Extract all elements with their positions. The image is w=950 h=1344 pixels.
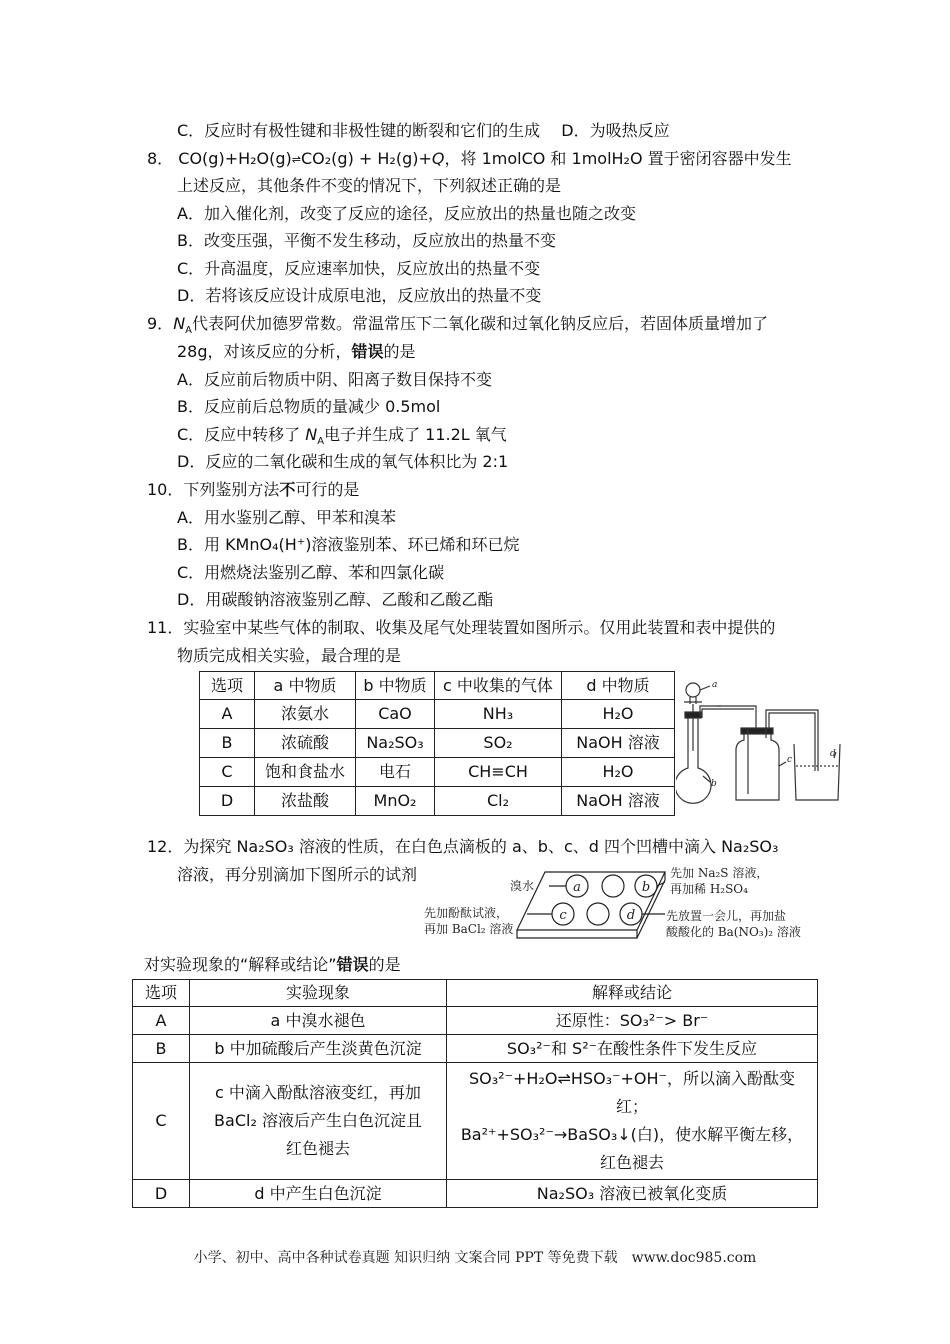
cell: d 中产生白色沉淀 xyxy=(190,1180,447,1208)
q9-optc-na-sub: A xyxy=(317,436,325,448)
table-row xyxy=(200,700,675,729)
q8-stem-line2: 上述反应，其他条件不变的情况下，下列叙述正确的是 xyxy=(177,176,562,195)
cell: Na₂SO₃ xyxy=(356,729,435,758)
q9-na-sub: A xyxy=(185,325,192,337)
cell: b 中加硫酸后产生淡黄色沉淀 xyxy=(190,1035,447,1063)
cell: H₂O xyxy=(562,758,675,787)
bottle-c-icon xyxy=(736,734,779,800)
cell: SO₂ xyxy=(435,729,562,758)
q8-number: 8． xyxy=(147,149,174,168)
cell: 浓氨水 xyxy=(255,700,356,729)
table-header-row xyxy=(200,672,675,700)
q10-option-b: B．用 KMnO₄(H⁺)溶液鉴别苯、环已烯和环已烷 xyxy=(177,535,520,554)
cell: Na₂SO₃ 溶液已被氧化变质 xyxy=(447,1180,818,1208)
apparatus-label-c: c xyxy=(787,755,793,765)
q9-line2-pre: 28g，对该反应的分析， xyxy=(177,342,352,361)
cell: CH≡CH xyxy=(435,758,562,787)
label-bromine-water: 溴水 xyxy=(510,879,535,893)
q9-option-c xyxy=(177,424,507,453)
q9-line1: 代表阿伏加德罗常数。常温常压下二氧化碳和过氧化钠反应后，若固体质量增加了 xyxy=(192,314,769,333)
q12-line1: 为探究 Na₂SO₃ 溶液的性质，在白色点滴板的 a、b、c、d 四个凹槽中滴入 Na₂SO₃ xyxy=(183,837,779,856)
q9-line2-bold: 错误 xyxy=(351,342,384,361)
table-row xyxy=(133,1180,818,1208)
q10-post: 可行的是 xyxy=(295,480,360,499)
q9-stem-line2 xyxy=(177,341,416,363)
q11-stem-line2: 物质完成相关实验，最合理的是 xyxy=(177,646,402,665)
apparatus-label-b: b xyxy=(711,779,717,789)
q10-bold: 不 xyxy=(279,480,296,499)
q8-q-var: Q xyxy=(431,149,445,168)
q9-number: 9． xyxy=(147,314,174,333)
q9-option-b: B．反应前后总物质的量减少 0.5mol xyxy=(177,397,441,416)
q12-intro-pre: 对实验现象的“解释或结论” xyxy=(144,955,337,974)
q12-intro-post: 的是 xyxy=(368,955,401,974)
cell: NaOH 溶液 xyxy=(562,787,675,816)
cell: H₂O xyxy=(562,700,675,729)
q7-option-cd: C．反应时有极性键和非极性键的断裂和它们的生成 D．为吸热反应 xyxy=(177,121,670,140)
table-row xyxy=(200,787,675,816)
q10-option-c: C．用燃烧法鉴别乙醇、苯和四氯化碳 xyxy=(177,563,445,582)
cell: 饱和食盐水 xyxy=(255,758,356,787)
q12-intro-bold: 错误 xyxy=(336,955,369,974)
q9-optc-na: N xyxy=(305,425,318,444)
cell: c 中滴入酚酞溶液变红，再加 BaCl₂ 溶液后产生白色沉淀且红色褪去 xyxy=(190,1063,447,1180)
q8-option-c: C．升高温度，反应速率加快，反应放出的热量不变 xyxy=(177,259,541,278)
q11-table xyxy=(199,671,675,816)
cell: NH₃ xyxy=(435,700,562,729)
q9-na: N xyxy=(173,314,186,333)
cell: 还原性：SO₃²⁻> Br⁻ xyxy=(447,1007,818,1035)
gas-apparatus-diagram xyxy=(676,676,841,814)
cell: 浓盐酸 xyxy=(255,787,356,816)
table-row xyxy=(133,1035,818,1063)
spot-plate-diagram xyxy=(515,868,667,940)
cell-explanation-c xyxy=(447,1063,818,1180)
q12-table xyxy=(132,979,818,1208)
well-label-c: c xyxy=(559,908,567,923)
expl-c-part2: Ba²⁺+SO₃²⁻→BaSO₃↓(白)，使水解平衡左移，红色褪去 xyxy=(460,1125,804,1172)
cell: 浓硫酸 xyxy=(255,729,356,758)
q9-optc-pre: C．反应中转移了 xyxy=(177,425,306,444)
q12-intro xyxy=(144,954,401,976)
cell: CaO xyxy=(356,700,435,729)
table-header-row xyxy=(133,980,818,1007)
th-b: b 中物质 xyxy=(356,672,435,700)
th-a: a 中物质 xyxy=(255,672,356,700)
th-option: 选项 xyxy=(133,980,190,1007)
q11-number: 11． xyxy=(147,618,184,637)
q8-stem-tail: ，将 1molCO 和 1molH₂O 置于密闭容器中发生 xyxy=(444,149,792,168)
th-explanation: 解释或结论 xyxy=(447,980,818,1007)
th-phenomenon: 实验现象 xyxy=(190,980,447,1007)
q9-optc-post: 电子并生成了 11.2L 氧气 xyxy=(324,425,507,444)
q8-eq-right: CO₂(g) + H₂(g)+ xyxy=(301,149,432,168)
q8-eq-left: CO(g)+H₂O(g) xyxy=(178,149,292,168)
cell: 电石 xyxy=(356,758,435,787)
th-option: 选项 xyxy=(200,672,255,700)
cell: D xyxy=(200,787,255,816)
cell: a 中溴水褪色 xyxy=(190,1007,447,1035)
label-c-line2: 再加 BaCl₂ 溶液 xyxy=(424,922,514,936)
cell: C xyxy=(133,1063,190,1180)
cell: Cl₂ xyxy=(435,787,562,816)
cell: B xyxy=(200,729,255,758)
th-d: d 中物质 xyxy=(562,672,675,700)
apparatus-label-d: d xyxy=(830,749,836,759)
q10-option-a: A．用水鉴别乙醇、甲苯和溴苯 xyxy=(177,508,396,527)
q9-line2-post: 的是 xyxy=(383,342,416,361)
q12-stem-line2: 溶液，再分别滴加下图所示的试剂 xyxy=(177,865,418,884)
apparatus-label-a: a xyxy=(712,680,718,690)
q9-option-a: A．反应前后物质中阴、阳离子数目保持不变 xyxy=(177,370,492,389)
cell: A xyxy=(133,1007,190,1035)
table-row xyxy=(200,758,675,787)
page-footer: 小学、初中、高中各种试卷真题 知识归纳 文案合同 PPT 等免费下载 www.doc985.com xyxy=(193,1250,757,1266)
equilibrium-arrow-icon: ⇌ xyxy=(291,153,301,166)
label-b-line2: 再加稀 H₂SO₄ xyxy=(670,882,748,896)
q9-stem xyxy=(147,313,768,342)
q8-stem xyxy=(147,148,792,170)
cell: NaOH 溶液 xyxy=(562,729,675,758)
label-d-line1: 先放置一会儿，再加盐 xyxy=(666,909,787,923)
table-row xyxy=(133,1063,818,1180)
label-c-line1: 先加酚酞试液， xyxy=(424,906,509,920)
table-row xyxy=(133,1007,818,1035)
cell: MnO₂ xyxy=(356,787,435,816)
q10-option-d: D．用碳酸钠溶液鉴别乙醇、乙酸和乙酸乙酯 xyxy=(177,590,494,609)
q12-number: 12． xyxy=(147,837,184,856)
cell: B xyxy=(133,1035,190,1063)
label-d-line2: 酸酸化的 Ba(NO₃)₂ 溶液 xyxy=(666,925,801,939)
q10-stem xyxy=(147,479,359,501)
q11-stem xyxy=(147,617,775,639)
cell: D xyxy=(133,1180,190,1208)
table-row xyxy=(200,729,675,758)
th-c: c 中收集的气体 xyxy=(435,672,562,700)
cell: C xyxy=(200,758,255,787)
cell: SO₃²⁻和 S²⁻在酸性条件下发生反应 xyxy=(447,1035,818,1063)
q10-pre: 下列鉴别方法 xyxy=(183,480,280,499)
q12-stem xyxy=(147,836,778,858)
expl-c-part1: SO₃²⁻+H₂O⇌HSO₃⁻+OH⁻，所以滴入酚酞变红； xyxy=(469,1069,795,1116)
well-label-d: d xyxy=(626,908,636,923)
q8-option-d: D．若将该反应设计成原电池，反应放出的热量不变 xyxy=(177,286,542,305)
well-label-b: b xyxy=(641,880,651,895)
funnel-a-icon xyxy=(686,683,700,697)
cell: A xyxy=(200,700,255,729)
q9-option-d: D．反应的二氧化碳和生成的氧气体积比为 2:1 xyxy=(177,452,509,471)
label-b-line1: 先加 Na₂S 溶液， xyxy=(670,866,769,880)
q8-option-a: A．加入催化剂，改变了反应的途径，反应放出的热量也随之改变 xyxy=(177,204,636,223)
q10-number: 10． xyxy=(147,480,184,499)
q8-option-b: B．改变压强，平衡不发生移动，反应放出的热量不变 xyxy=(177,231,556,250)
well-label-a: a xyxy=(573,880,581,895)
q11-line1: 实验室中某些气体的制取、收集及尾气处理装置如图所示。仅用此装置和表中提供的 xyxy=(183,618,776,637)
